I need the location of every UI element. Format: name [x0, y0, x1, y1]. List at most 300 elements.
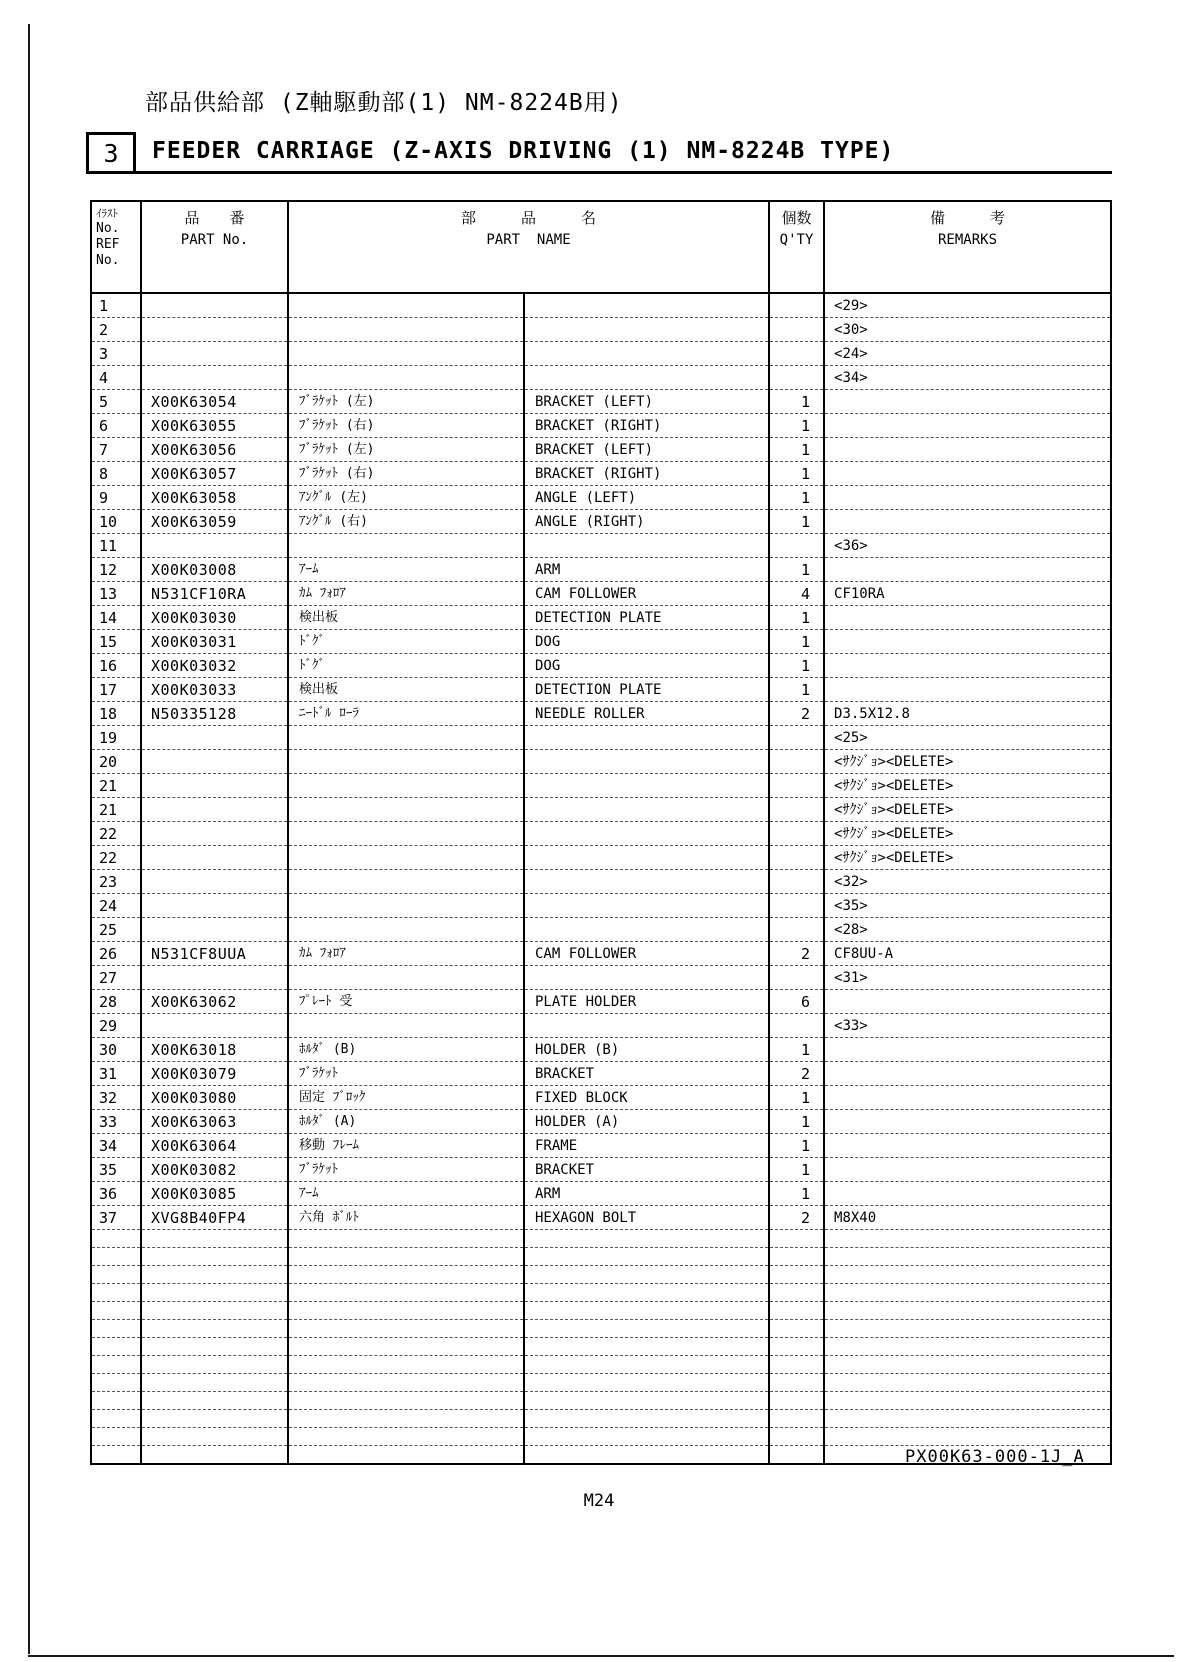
- empty-table-row: [91, 1356, 1111, 1374]
- cell-name-jp: [288, 750, 524, 774]
- cell-name-jp: 検出板: [288, 678, 524, 702]
- empty-cell: [141, 1356, 288, 1374]
- cell-ref: 21: [91, 798, 141, 822]
- empty-table-row: [91, 1374, 1111, 1392]
- cell-part-no: [141, 846, 288, 870]
- cell-ref: 2: [91, 318, 141, 342]
- header-label-line: REMARKS: [938, 232, 998, 249]
- cell-qty: [769, 293, 824, 318]
- cell-qty: 4: [769, 582, 824, 606]
- cell-remarks: <34>: [824, 366, 1111, 390]
- cell-ref: 12: [91, 558, 141, 582]
- cell-ref: 22: [91, 822, 141, 846]
- cell-part-no: X00K03008: [141, 558, 288, 582]
- empty-cell: [824, 1302, 1111, 1320]
- cell-ref: 6: [91, 414, 141, 438]
- empty-cell: [91, 1374, 141, 1392]
- cell-name-jp: ｱｰﾑ: [288, 1182, 524, 1206]
- table-row: [91, 702, 1111, 726]
- cell-name-en: BRACKET: [524, 1158, 769, 1182]
- table-row: [91, 414, 1111, 438]
- cell-remarks: [824, 558, 1111, 582]
- cell-qty: [769, 726, 824, 750]
- cell-remarks: <33>: [824, 1014, 1111, 1038]
- cell-remarks: <ｻｸｼﾞｮ><DELETE>: [824, 798, 1111, 822]
- cell-remarks: <31>: [824, 966, 1111, 990]
- page-number: M24: [583, 1491, 615, 1511]
- cell-ref: 31: [91, 1062, 141, 1086]
- cell-part-no: X00K63059: [141, 510, 288, 534]
- document-code: PX00K63-000-1J_A: [905, 1447, 1085, 1467]
- cell-name-en: [524, 293, 769, 318]
- cell-ref: 15: [91, 630, 141, 654]
- cell-name-jp: [288, 966, 524, 990]
- empty-cell: [91, 1266, 141, 1284]
- empty-cell: [141, 1410, 288, 1428]
- cell-remarks: [824, 486, 1111, 510]
- cell-name-jp: [288, 726, 524, 750]
- table-row: [91, 606, 1111, 630]
- page-title-japanese: 部品供給部 (Z軸駆動部(1) NM-8224B用): [145, 90, 623, 116]
- header-label-line: Q'TY: [779, 232, 814, 249]
- cell-name-jp: [288, 774, 524, 798]
- empty-cell: [288, 1302, 524, 1320]
- cell-name-en: DOG: [524, 630, 769, 654]
- cell-name-en: CAM FOLLOWER: [524, 582, 769, 606]
- empty-cell: [524, 1374, 769, 1392]
- cell-name-jp: 検出板: [288, 606, 524, 630]
- cell-name-jp: ﾌﾞﾗｹｯﾄ: [288, 1158, 524, 1182]
- cell-part-no: XVG8B40FP4: [141, 1206, 288, 1230]
- cell-qty: [769, 342, 824, 366]
- empty-cell: [769, 1374, 824, 1392]
- empty-cell: [524, 1338, 769, 1356]
- cell-name-en: BRACKET (RIGHT): [524, 414, 769, 438]
- empty-cell: [288, 1392, 524, 1410]
- header-label-line: ｲﾗｽﾄ: [96, 207, 118, 220]
- empty-cell: [824, 1428, 1111, 1446]
- cell-remarks: [824, 414, 1111, 438]
- cell-remarks: CF10RA: [824, 582, 1111, 606]
- empty-cell: [824, 1410, 1111, 1428]
- cell-part-no: [141, 534, 288, 558]
- cell-ref: 23: [91, 870, 141, 894]
- cell-qty: 1: [769, 390, 824, 414]
- empty-cell: [288, 1428, 524, 1446]
- cell-qty: 1: [769, 1134, 824, 1158]
- cell-name-en: CAM FOLLOWER: [524, 942, 769, 966]
- cell-qty: [769, 798, 824, 822]
- table-body: [91, 293, 1111, 1464]
- table-row: [91, 366, 1111, 390]
- empty-cell: [824, 1248, 1111, 1266]
- cell-part-no: [141, 918, 288, 942]
- header-label-line: REF: [96, 237, 120, 252]
- empty-table-row: [91, 1428, 1111, 1446]
- cell-part-no: X00K03080: [141, 1086, 288, 1110]
- page-title-english: FEEDER CARRIAGE (Z-AXIS DRIVING (1) NM-8224B TYPE): [152, 138, 895, 164]
- cell-remarks: [824, 630, 1111, 654]
- cell-remarks: <35>: [824, 894, 1111, 918]
- cell-remarks: [824, 990, 1111, 1014]
- cell-part-no: X00K03033: [141, 678, 288, 702]
- cell-name-jp: [288, 318, 524, 342]
- cell-ref: 11: [91, 534, 141, 558]
- cell-ref: 8: [91, 462, 141, 486]
- cell-ref: 27: [91, 966, 141, 990]
- cell-remarks: [824, 462, 1111, 486]
- cell-name-en: [524, 750, 769, 774]
- cell-name-en: BRACKET: [524, 1062, 769, 1086]
- header-remarks: [824, 201, 1111, 293]
- cell-remarks: M8X40: [824, 1206, 1111, 1230]
- cell-name-jp: [288, 342, 524, 366]
- empty-table-row: [91, 1248, 1111, 1266]
- header-label-line: No.: [96, 253, 120, 269]
- empty-cell: [288, 1410, 524, 1428]
- empty-cell: [769, 1338, 824, 1356]
- cell-ref: 13: [91, 582, 141, 606]
- scan-edge-left-line: [28, 24, 30, 1654]
- table-row: [91, 318, 1111, 342]
- cell-remarks: [824, 1038, 1111, 1062]
- empty-cell: [524, 1428, 769, 1446]
- empty-cell: [769, 1284, 824, 1302]
- cell-part-no: [141, 750, 288, 774]
- cell-name-en: [524, 342, 769, 366]
- empty-cell: [824, 1374, 1111, 1392]
- empty-cell: [141, 1374, 288, 1392]
- cell-name-en: [524, 726, 769, 750]
- cell-name-jp: ﾌﾞﾗｹｯﾄ (右): [288, 414, 524, 438]
- cell-ref: 14: [91, 606, 141, 630]
- cell-qty: 1: [769, 654, 824, 678]
- cell-remarks: <24>: [824, 342, 1111, 366]
- cell-ref: 4: [91, 366, 141, 390]
- cell-ref: 26: [91, 942, 141, 966]
- table-row: [91, 630, 1111, 654]
- table-row: [91, 822, 1111, 846]
- table-row: [91, 846, 1111, 870]
- cell-qty: 1: [769, 630, 824, 654]
- empty-cell: [288, 1230, 524, 1248]
- cell-name-en: [524, 534, 769, 558]
- cell-ref: 35: [91, 1158, 141, 1182]
- cell-part-no: [141, 293, 288, 318]
- cell-remarks: [824, 1062, 1111, 1086]
- empty-cell: [141, 1302, 288, 1320]
- cell-qty: 1: [769, 1110, 824, 1134]
- empty-cell: [524, 1302, 769, 1320]
- cell-ref: 28: [91, 990, 141, 1014]
- table-row: [91, 1038, 1111, 1062]
- empty-cell: [524, 1356, 769, 1374]
- empty-cell: [91, 1320, 141, 1338]
- cell-remarks: [824, 678, 1111, 702]
- cell-name-en: [524, 894, 769, 918]
- cell-remarks: <ｻｸｼﾞｮ><DELETE>: [824, 774, 1111, 798]
- cell-remarks: <28>: [824, 918, 1111, 942]
- cell-part-no: X00K63057: [141, 462, 288, 486]
- header-ref-no: [91, 201, 141, 293]
- table-row: [91, 678, 1111, 702]
- cell-name-jp: ﾆｰﾄﾞﾙ ﾛｰﾗ: [288, 702, 524, 726]
- cell-qty: 2: [769, 1206, 824, 1230]
- cell-part-no: X00K63062: [141, 990, 288, 1014]
- cell-qty: 2: [769, 702, 824, 726]
- table-row: [91, 510, 1111, 534]
- cell-ref: 36: [91, 1182, 141, 1206]
- cell-part-no: N50335128: [141, 702, 288, 726]
- empty-cell: [824, 1266, 1111, 1284]
- cell-name-jp: [288, 1014, 524, 1038]
- header-label-line: PART NAME: [486, 232, 571, 249]
- empty-cell: [141, 1284, 288, 1302]
- empty-cell: [824, 1284, 1111, 1302]
- cell-ref: 9: [91, 486, 141, 510]
- cell-part-no: X00K63018: [141, 1038, 288, 1062]
- cell-remarks: <ｻｸｼﾞｮ><DELETE>: [824, 822, 1111, 846]
- empty-cell: [91, 1428, 141, 1446]
- cell-ref: 17: [91, 678, 141, 702]
- cell-remarks: [824, 438, 1111, 462]
- cell-name-jp: [288, 870, 524, 894]
- cell-remarks: <32>: [824, 870, 1111, 894]
- cell-qty: 1: [769, 1038, 824, 1062]
- empty-table-row: [91, 1266, 1111, 1284]
- cell-qty: 1: [769, 486, 824, 510]
- cell-name-jp: [288, 846, 524, 870]
- cell-name-jp: ﾌﾟﾚｰﾄ 受: [288, 990, 524, 1014]
- cell-qty: 2: [769, 942, 824, 966]
- header-label-line: No.: [96, 220, 120, 236]
- table-row: [91, 462, 1111, 486]
- empty-cell: [288, 1266, 524, 1284]
- table-row: [91, 1158, 1111, 1182]
- cell-part-no: [141, 870, 288, 894]
- cell-ref: 16: [91, 654, 141, 678]
- cell-remarks: CF8UU-A: [824, 942, 1111, 966]
- table-row: [91, 870, 1111, 894]
- cell-name-en: HOLDER (A): [524, 1110, 769, 1134]
- cell-qty: [769, 966, 824, 990]
- scan-edge-bottom-line: [28, 1655, 1174, 1657]
- cell-name-jp: ｶﾑ ﾌｫﾛｱ: [288, 942, 524, 966]
- cell-ref: 29: [91, 1014, 141, 1038]
- header-part-no: [141, 201, 288, 293]
- cell-qty: 6: [769, 990, 824, 1014]
- cell-ref: 37: [91, 1206, 141, 1230]
- cell-qty: 1: [769, 1086, 824, 1110]
- cell-remarks: [824, 654, 1111, 678]
- cell-name-jp: ｱｰﾑ: [288, 558, 524, 582]
- empty-table-row: [91, 1302, 1111, 1320]
- cell-remarks: <36>: [824, 534, 1111, 558]
- cell-part-no: X00K03085: [141, 1182, 288, 1206]
- cell-qty: 1: [769, 462, 824, 486]
- empty-cell: [91, 1410, 141, 1428]
- table-row: [91, 293, 1111, 318]
- cell-name-en: DOG: [524, 654, 769, 678]
- cell-remarks: <ｻｸｼﾞｮ><DELETE>: [824, 846, 1111, 870]
- cell-ref: 20: [91, 750, 141, 774]
- empty-cell: [769, 1248, 824, 1266]
- empty-cell: [824, 1230, 1111, 1248]
- cell-name-jp: ﾌﾞﾗｹｯﾄ (左): [288, 390, 524, 414]
- table-row: [91, 390, 1111, 414]
- table-row: [91, 990, 1111, 1014]
- cell-remarks: [824, 606, 1111, 630]
- empty-table-row: [91, 1320, 1111, 1338]
- cell-qty: 1: [769, 1182, 824, 1206]
- cell-name-en: [524, 798, 769, 822]
- table-row: [91, 534, 1111, 558]
- empty-cell: [91, 1446, 141, 1465]
- empty-cell: [141, 1338, 288, 1356]
- empty-cell: [769, 1356, 824, 1374]
- cell-part-no: N531CF10RA: [141, 582, 288, 606]
- cell-name-jp: ﾌﾞﾗｹｯﾄ (右): [288, 462, 524, 486]
- cell-qty: [769, 822, 824, 846]
- empty-cell: [769, 1428, 824, 1446]
- cell-name-jp: [288, 918, 524, 942]
- cell-name-jp: [288, 822, 524, 846]
- table-row: [91, 942, 1111, 966]
- empty-table-row: [91, 1338, 1111, 1356]
- cell-ref: 32: [91, 1086, 141, 1110]
- cell-name-jp: 移動 ﾌﾚｰﾑ: [288, 1134, 524, 1158]
- cell-name-en: [524, 366, 769, 390]
- empty-cell: [91, 1302, 141, 1320]
- cell-part-no: X00K63058: [141, 486, 288, 510]
- empty-cell: [769, 1230, 824, 1248]
- cell-ref: 25: [91, 918, 141, 942]
- empty-cell: [524, 1320, 769, 1338]
- empty-cell: [91, 1338, 141, 1356]
- table-row: [91, 486, 1111, 510]
- cell-name-jp: ﾎﾙﾀﾞ (B): [288, 1038, 524, 1062]
- cell-part-no: [141, 318, 288, 342]
- table-row: [91, 918, 1111, 942]
- empty-cell: [141, 1320, 288, 1338]
- cell-name-en: ANGLE (RIGHT): [524, 510, 769, 534]
- cell-qty: [769, 750, 824, 774]
- cell-part-no: X00K63064: [141, 1134, 288, 1158]
- cell-remarks: [824, 1086, 1111, 1110]
- cell-qty: 1: [769, 438, 824, 462]
- empty-cell: [524, 1230, 769, 1248]
- cell-part-no: [141, 342, 288, 366]
- cell-name-en: BRACKET (LEFT): [524, 390, 769, 414]
- cell-name-en: DETECTION PLATE: [524, 606, 769, 630]
- cell-name-en: HOLDER (B): [524, 1038, 769, 1062]
- empty-cell: [769, 1410, 824, 1428]
- cell-part-no: [141, 366, 288, 390]
- cell-qty: [769, 846, 824, 870]
- empty-cell: [524, 1392, 769, 1410]
- header-label-line: 部 品 名: [461, 209, 597, 227]
- cell-part-no: [141, 726, 288, 750]
- empty-table-row: [91, 1410, 1111, 1428]
- empty-cell: [769, 1446, 824, 1465]
- cell-name-jp: ﾎﾙﾀﾞ (A): [288, 1110, 524, 1134]
- cell-part-no: [141, 798, 288, 822]
- cell-name-jp: ﾌﾞﾗｹｯﾄ: [288, 1062, 524, 1086]
- cell-qty: [769, 534, 824, 558]
- empty-cell: [141, 1248, 288, 1266]
- table-row: [91, 654, 1111, 678]
- empty-cell: [524, 1446, 769, 1465]
- cell-name-en: FIXED BLOCK: [524, 1086, 769, 1110]
- cell-name-jp: ｱﾝｸﾞﾙ (右): [288, 510, 524, 534]
- header-label-line: 個数: [781, 209, 812, 227]
- cell-qty: [769, 1014, 824, 1038]
- cell-remarks: <25>: [824, 726, 1111, 750]
- table-row: [91, 558, 1111, 582]
- table-row: [91, 1014, 1111, 1038]
- header-label-line: 備 考: [930, 209, 1006, 227]
- cell-ref: 10: [91, 510, 141, 534]
- cell-qty: 1: [769, 606, 824, 630]
- empty-cell: [769, 1392, 824, 1410]
- cell-ref: 5: [91, 390, 141, 414]
- cell-name-en: [524, 966, 769, 990]
- cell-ref: 7: [91, 438, 141, 462]
- empty-cell: [141, 1230, 288, 1248]
- cell-name-jp: ｱﾝｸﾞﾙ (左): [288, 486, 524, 510]
- cell-ref: 24: [91, 894, 141, 918]
- empty-cell: [141, 1266, 288, 1284]
- table-row: [91, 1206, 1111, 1230]
- empty-cell: [141, 1428, 288, 1446]
- cell-qty: 1: [769, 510, 824, 534]
- cell-part-no: [141, 966, 288, 990]
- cell-part-no: [141, 894, 288, 918]
- empty-cell: [288, 1320, 524, 1338]
- table-row: [91, 1086, 1111, 1110]
- cell-ref: 33: [91, 1110, 141, 1134]
- table-row: [91, 1134, 1111, 1158]
- empty-cell: [769, 1266, 824, 1284]
- header-qty: [769, 201, 824, 293]
- cell-name-en: [524, 918, 769, 942]
- cell-name-en: DETECTION PLATE: [524, 678, 769, 702]
- cell-name-en: [524, 870, 769, 894]
- cell-qty: 1: [769, 678, 824, 702]
- empty-cell: [288, 1356, 524, 1374]
- cell-ref: 3: [91, 342, 141, 366]
- empty-cell: [91, 1284, 141, 1302]
- cell-name-jp: [288, 894, 524, 918]
- cell-ref: 19: [91, 726, 141, 750]
- empty-cell: [288, 1284, 524, 1302]
- cell-remarks: <30>: [824, 318, 1111, 342]
- cell-ref: 1: [91, 293, 141, 318]
- cell-qty: 1: [769, 558, 824, 582]
- cell-qty: [769, 774, 824, 798]
- table-row: [91, 438, 1111, 462]
- cell-qty: 2: [769, 1062, 824, 1086]
- section-header: [86, 132, 1112, 174]
- cell-name-jp: ﾌﾞﾗｹｯﾄ (左): [288, 438, 524, 462]
- cell-part-no: X00K03031: [141, 630, 288, 654]
- header-label-line: 品 番: [184, 209, 245, 227]
- cell-name-en: [524, 1014, 769, 1038]
- cell-remarks: [824, 1158, 1111, 1182]
- cell-name-en: [524, 774, 769, 798]
- cell-name-jp: ﾄﾞｸﾞ: [288, 654, 524, 678]
- cell-name-jp: 六角 ﾎﾞﾙﾄ: [288, 1206, 524, 1230]
